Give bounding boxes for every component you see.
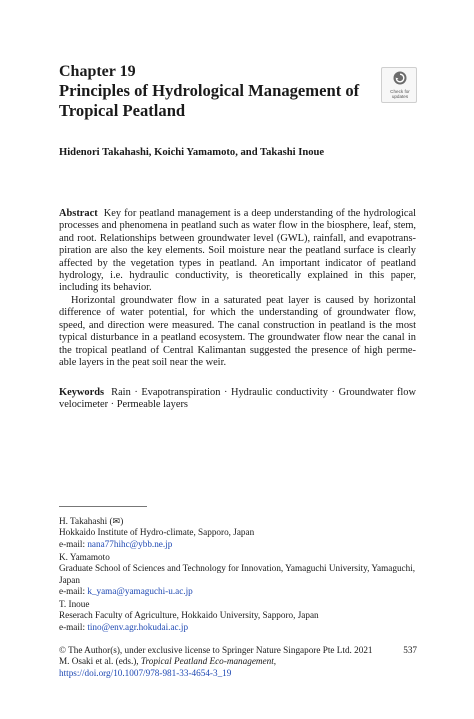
affiliation-inoue	[59, 599, 419, 633]
email-label: e-mail:	[59, 538, 86, 549]
affiliation-org: Graduate School of Sciences and Technology for Innovation, Yamaguchi University, Yamaguchi, Japan	[59, 563, 416, 585]
abstract-text-1: Key for peatland management is a deep understanding of the hydrological processes and phenomena in peatland such as water flow in the biosphere, leaf, stem, and root. Relationships between groundwater level (GWL), rainfall, and evapotrans-piration are also the key elements. Soil moisture near the peatland surface is clearly affected by the vegetation types in peatland. An important indicator of peatland hydrology, i.e. hydraulic conductivity, is theoretically explained in this paper, including its behavior.	[59, 208, 416, 294]
keywords-block	[59, 387, 416, 412]
email-link[interactable]: k_yama@yamaguchi-u.ac.jp	[87, 585, 193, 596]
email-label: e-mail:	[59, 585, 86, 596]
badge-label-line1: Check for	[390, 89, 410, 94]
keywords-text: Rain · Evapotranspiration · Hydraulic conductivity · Groundwater flow velocimeter · Permeable layers	[59, 387, 416, 411]
editors: M. Osaki et al. (eds.),	[59, 656, 139, 667]
affiliation-name: K. Yamamoto	[59, 552, 110, 562]
affiliation-yamamoto	[59, 552, 419, 597]
copyright-line: © The Author(s), under exclusive license to Springer Nature Singapore Pte Ltd. 2021	[59, 645, 373, 655]
abstract-label: Abstract	[59, 208, 98, 219]
abstract-paragraph-2: Horizontal groundwater flow in a saturated peat layer is caused by horizontal difference of water potential, for which the understanding of groundwater flow, speed, and direction were measured. The canal construction in peatland is the most typical disturbance in a peatland ecosystem. The groundwater flow near the canal in the tropical peatland of Central Kalimantan suggested the presence of high perme-able layers in the peat soil near the weir.	[59, 295, 416, 369]
chapter-number: Chapter 19	[59, 63, 136, 80]
copyright-footer	[59, 645, 389, 679]
badge-label-line2: updates	[391, 94, 409, 99]
affiliation-email-line	[59, 586, 419, 597]
affiliation-org: Reserach Faculty of Agriculture, Hokkaido University, Sapporo, Japan	[59, 610, 319, 621]
abstract-paragraph-1	[59, 208, 416, 295]
email-label: e-mail:	[59, 621, 86, 632]
affiliation-org: Hokkaido Institute of Hydro-climate, Sapporo, Japan	[59, 527, 255, 538]
author-list: Hidenori Takahashi, Koichi Yamamoto, and Takashi Inoue	[59, 147, 325, 158]
doi-link[interactable]: https://doi.org/10.1007/978-981-33-4654-3_19	[59, 667, 232, 678]
book-title: Tropical Peatland Eco-management	[140, 656, 274, 667]
check-for-updates-badge[interactable]	[381, 67, 417, 103]
page-number: 537	[403, 645, 417, 655]
check-for-updates-icon	[393, 71, 407, 85]
affiliation-name: T. Inoue	[59, 599, 90, 609]
book-citation: M. Osaki et al. (eds.), Tropical Peatland Eco-management,	[59, 656, 277, 667]
email-link[interactable]: nana77hihc@ybb.ne.jp	[87, 538, 173, 549]
affiliation-takahashi	[59, 516, 419, 550]
keywords-label: Keywords	[59, 387, 105, 398]
affiliation-email-line	[59, 622, 419, 633]
affiliation-name: H. Takahashi (✉)	[59, 516, 124, 526]
email-link[interactable]: tino@env.agr.hokudai.ac.jp	[87, 621, 189, 632]
footnote-divider	[59, 506, 147, 507]
affiliation-email-line	[59, 539, 419, 550]
chapter-title: Principles of Hydrological Management of Tropical Peatland	[59, 81, 360, 120]
